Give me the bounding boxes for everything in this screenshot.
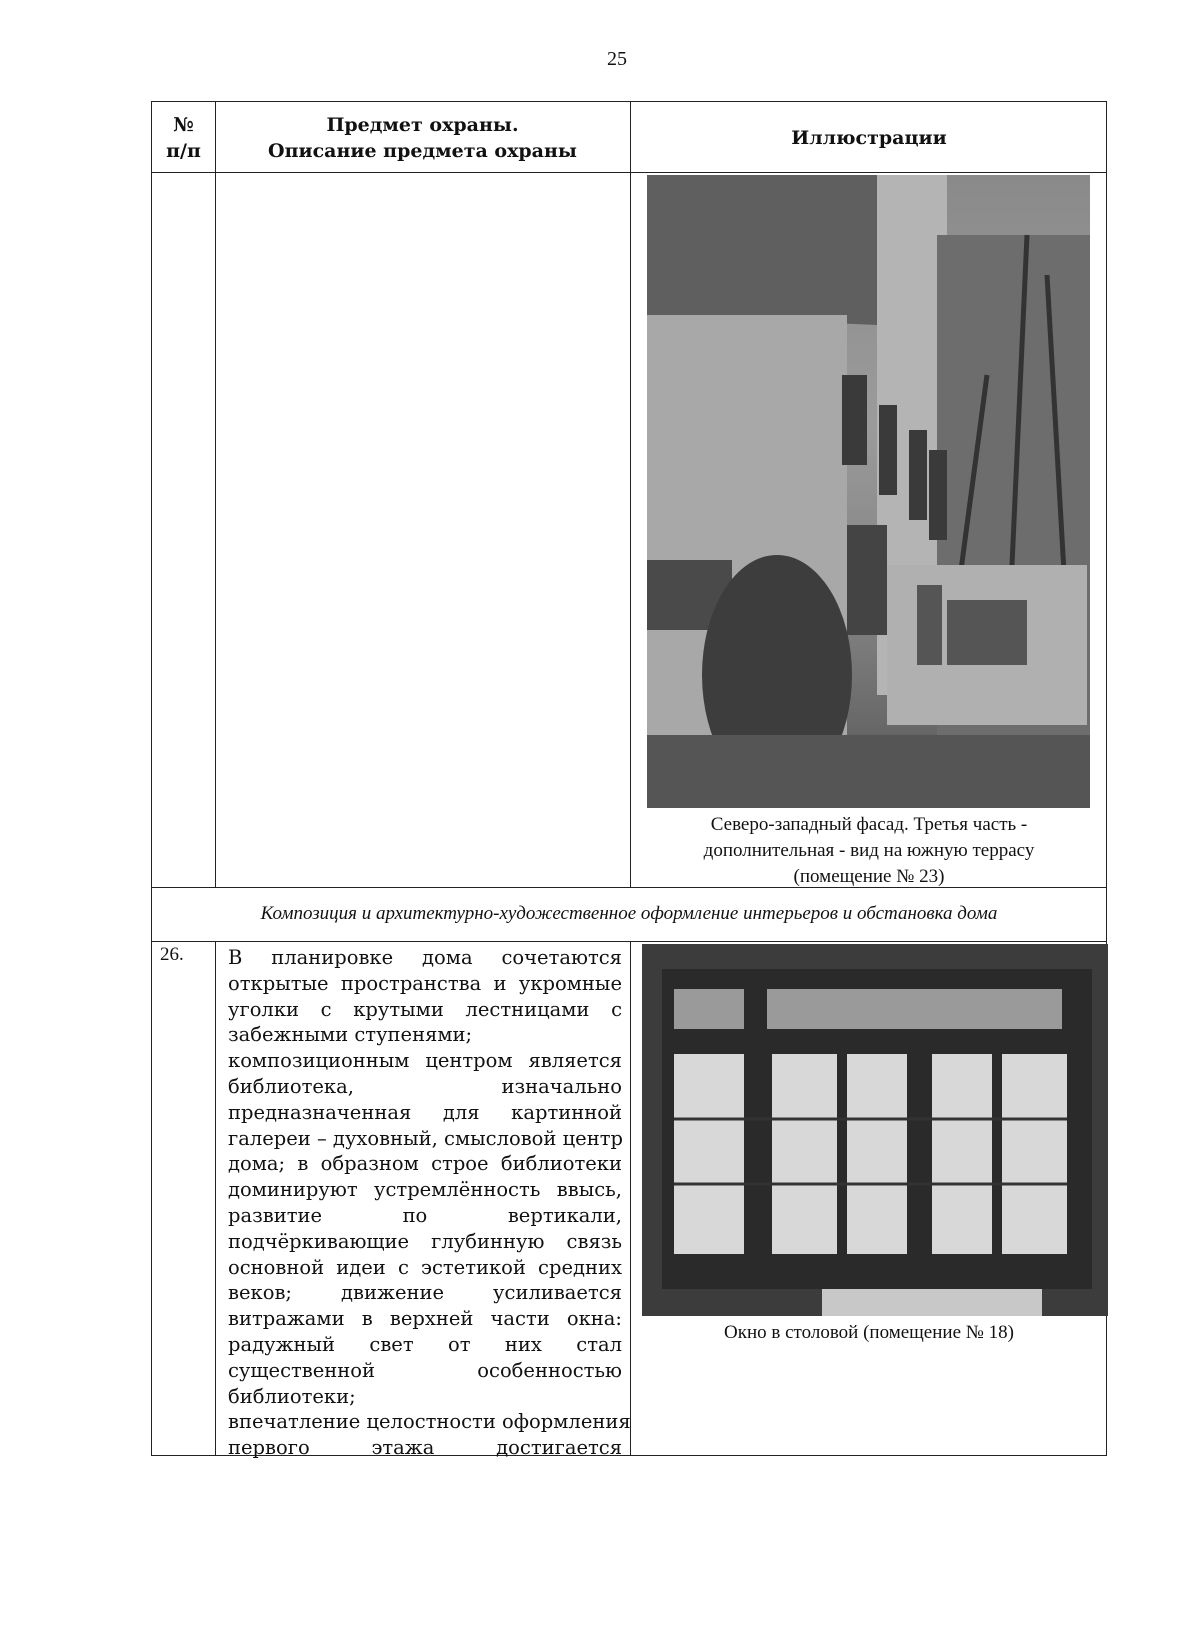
facade-photo-image <box>647 175 1090 808</box>
window-photo-image <box>642 944 1108 1316</box>
description-line: галереи – духовный, смысловой центр <box>228 1126 623 1150</box>
description-line: радужный свет от них стал <box>228 1332 622 1356</box>
divider <box>215 102 216 887</box>
description-line: впечатление целостности оформления <box>228 1410 631 1434</box>
header-number-line: п/п <box>166 140 201 162</box>
protection-subject-table <box>151 101 1107 1460</box>
divider <box>152 172 1106 173</box>
description-line: забежными ступенями; <box>228 1023 473 1047</box>
divider <box>152 941 1106 942</box>
description-line: В планировке дома сочетаются <box>228 946 622 969</box>
description-line: библиотека, изначально <box>228 1074 622 1098</box>
divider <box>215 941 216 1456</box>
header-subject <box>215 112 630 164</box>
description-line: витражами в верхней части окна: <box>228 1307 622 1331</box>
description-line: развитие по вертикали, <box>228 1203 622 1227</box>
caption-line: дополнительная - вид на южную террасу <box>703 840 1035 861</box>
row-description <box>228 945 631 1461</box>
header-number-line: № <box>173 114 194 136</box>
header-subject-line: Предмет охраны. <box>326 114 519 136</box>
description-line: предназначенная для картинной <box>228 1100 622 1124</box>
description-line: открытые пространства и укромные <box>228 971 622 995</box>
facade-photo <box>647 175 1090 808</box>
window-photo-caption: Окно в столовой (помещение № 18) <box>724 1322 1014 1343</box>
description-line: веков; движение усиливается <box>228 1281 622 1305</box>
facade-photo-caption <box>630 812 1108 890</box>
header-illustrations: Иллюстрации <box>791 127 947 149</box>
description-line: первого этажа достигается <box>228 1436 622 1460</box>
header-subject-line: Описание предмета охраны <box>268 140 577 162</box>
row-number: 26. <box>160 944 184 965</box>
description-line: уголки с крутыми лестницами с <box>228 997 622 1021</box>
description-line: библиотеки; <box>228 1384 356 1408</box>
description-line: композиционным центром является <box>228 1049 622 1073</box>
caption-line: (помещение № 23) <box>793 866 945 887</box>
description-line: дома; в образном строе библиотеки <box>228 1152 622 1176</box>
description-line: доминируют устремлённость ввысь, <box>228 1178 622 1202</box>
caption-line: Северо-западный фасад. Третья часть - <box>710 814 1028 835</box>
header-number <box>152 112 215 164</box>
description-line: подчёркивающие глубинную связь <box>228 1229 622 1253</box>
divider <box>630 102 631 887</box>
divider <box>630 941 631 1456</box>
description-line: основной идеи с эстетикой средних <box>228 1255 622 1279</box>
window-photo <box>642 944 1108 1316</box>
page-number: 25 <box>607 48 627 70</box>
description-line: существенной особенностью <box>228 1358 622 1382</box>
section-title: Композиция и архитектурно-художественное оформление интерьеров и обстановка дома <box>260 903 998 924</box>
